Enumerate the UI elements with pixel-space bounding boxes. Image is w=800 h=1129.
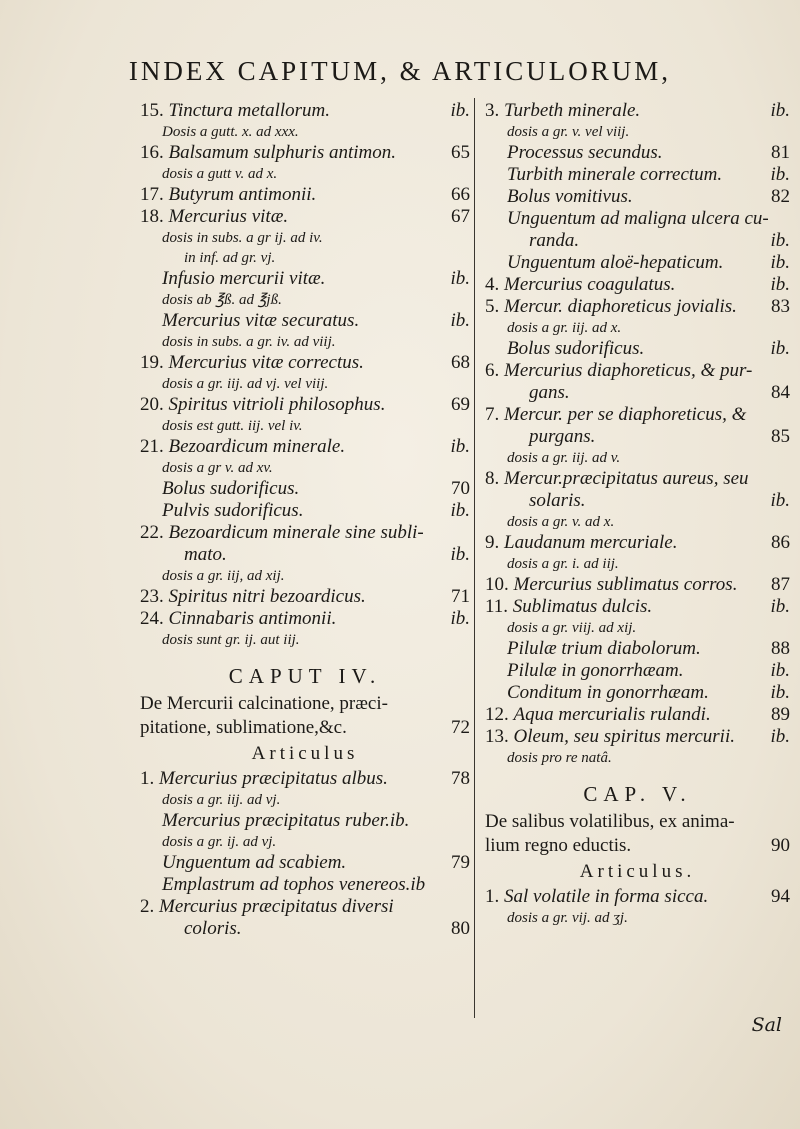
chapter-description (485, 834, 790, 858)
chapter-description (140, 716, 470, 740)
entry-number: 19. (140, 352, 169, 373)
page-number: 72 (451, 717, 470, 738)
dose-line (140, 458, 470, 478)
dose-line (485, 908, 790, 928)
dose-line (485, 512, 790, 532)
entry-text: dosis a gr. i. ad iij. (507, 556, 619, 572)
entry-text: Mercurius præcipitatus diversi (159, 896, 394, 917)
entry-number: 22. (140, 522, 169, 543)
entry-text: Unguentum ad scabiem. (162, 852, 347, 873)
index-entry (140, 874, 470, 896)
index-entry (140, 206, 470, 228)
entry-text: Pulvis sudorificus. (162, 500, 304, 521)
entry-text: mato. (184, 544, 227, 565)
index-entry (140, 352, 470, 374)
index-entry (140, 394, 470, 416)
page-header: INDEX CAPITUM, & ARTICULORUM, (128, 56, 672, 86)
entry-text: Mercurius vitæ. (168, 206, 289, 227)
index-entry (485, 682, 790, 704)
index-entry (485, 426, 790, 448)
page-number: ib. (450, 310, 470, 331)
entry-number: 11. (485, 596, 513, 617)
dose-line (140, 290, 470, 310)
index-entry (485, 726, 790, 748)
page-number: ib. (770, 230, 790, 251)
page-number: ib. (770, 596, 790, 617)
page-number: 79 (451, 852, 470, 873)
entry-text: Infusio mercurii vitæ. (162, 268, 326, 289)
index-entry (485, 468, 790, 490)
entry-text: dosis sunt gr. ij. aut iij. (162, 632, 300, 648)
entry-number: 5. (485, 296, 504, 317)
dose-line (485, 554, 790, 574)
entry-text: Unguentum ad maligna ulcera cu- (507, 208, 769, 229)
chapter-description (485, 810, 790, 834)
entry-text: Mercurius vitæ securatus. (162, 310, 360, 331)
entry-text: Unguentum aloë-hepaticum. (507, 252, 724, 273)
index-entry (140, 608, 470, 630)
page-number: 88 (771, 638, 790, 659)
page-number: 84 (771, 382, 790, 403)
entry-text: Mercurius vitæ correctus. (168, 352, 364, 373)
entry-text: pitatione, sublimatione,&c. (140, 717, 347, 738)
entry-text: De Mercurii calcinatione, præci- (140, 693, 388, 714)
index-entry (485, 252, 790, 274)
entry-text: dosis in subs. a gr ij. ad iv. (162, 230, 323, 246)
entry-number: 3. (485, 100, 504, 121)
entry-number: 21. (140, 436, 169, 457)
index-entry (140, 544, 470, 566)
dose-line (140, 630, 470, 650)
page-number: 68 (451, 352, 470, 373)
index-entry (140, 768, 470, 790)
entry-number: 10. (485, 574, 514, 595)
page-number: ib. (770, 164, 790, 185)
page-number: ib. (770, 252, 790, 273)
page-number: 81 (771, 142, 790, 163)
dose-line (485, 448, 790, 468)
page-number: 90 (771, 835, 790, 856)
entry-number: 16. (140, 142, 169, 163)
page-number: 82 (771, 186, 790, 207)
dose-line (140, 832, 470, 852)
page-number: ib. (450, 100, 470, 121)
page-number: ib. (450, 436, 470, 457)
entry-number: 4. (485, 274, 504, 295)
catchword: Sal (751, 1014, 782, 1036)
dose-line (140, 416, 470, 436)
index-entry (485, 704, 790, 726)
dose-line (485, 318, 790, 338)
entry-number: 12. (485, 704, 514, 725)
index-entry (485, 142, 790, 164)
page-number: 65 (451, 142, 470, 163)
index-entry (485, 186, 790, 208)
entry-text: purgans. (529, 426, 596, 447)
dose-line (140, 790, 470, 810)
entry-text: Emplastrum ad tophos venereos.ib (162, 874, 426, 895)
page-number: ib. (450, 268, 470, 289)
page-number: 87 (771, 574, 790, 595)
page-number: ib. (770, 660, 790, 681)
articulus-heading (140, 740, 470, 768)
entry-text: dosis a gr. iij, ad xij. (162, 568, 285, 584)
index-entry (140, 896, 470, 918)
entry-text: Spiritus nitri bezoardicus. (168, 586, 366, 607)
entry-text: dosis a gr. iij. ad vj. vel viij. (162, 376, 329, 392)
entry-number: 13. (485, 726, 514, 747)
entry-text: dosis a gr. ij. ad vj. (162, 834, 277, 850)
entry-text: Mercurius præcipitatus albus. (159, 768, 388, 789)
dose-line (485, 618, 790, 638)
page-number: ib. (770, 274, 790, 295)
page-number: 69 (451, 394, 470, 415)
index-entry (485, 338, 790, 360)
entry-number: 20. (140, 394, 169, 415)
index-entry (485, 660, 790, 682)
page-number: ib. (770, 726, 790, 747)
entry-text: Butyrum antimonii. (168, 184, 317, 205)
entry-number: 23. (140, 586, 169, 607)
entry-text: Articulus. (579, 861, 696, 882)
index-entry (140, 142, 470, 164)
index-entry (140, 100, 470, 122)
dose-line (140, 122, 470, 142)
entry-text: lium regno eductis. (485, 835, 632, 856)
page-number: 67 (451, 206, 470, 227)
entry-text: Bolus vomitivus. (507, 186, 633, 207)
index-entry (140, 918, 470, 940)
chapter-description (140, 692, 470, 716)
entry-text: Dosis a gutt. x. ad xxx. (162, 124, 299, 140)
chapter-heading (140, 660, 470, 692)
entry-text: Mercurius præcipitatus ruber.ib. (162, 810, 410, 831)
entry-number: 1. (485, 886, 504, 907)
index-entry (485, 208, 790, 230)
entry-text: Bezoardicum minerale sine subli- (168, 522, 424, 543)
entry-text: Mercur. diaphoreticus jovialis. (504, 296, 737, 317)
page-number: ib. (450, 544, 470, 565)
index-entry (485, 164, 790, 186)
index-entry (140, 268, 470, 290)
dose-line (140, 374, 470, 394)
entry-number: 18. (140, 206, 169, 227)
entry-text: Laudanum mercuriale. (504, 532, 678, 553)
entry-text: dosis a gr. iij. ad v. (507, 450, 621, 466)
entry-text: dosis pro re natâ. (507, 750, 612, 766)
index-entry (140, 522, 470, 544)
entry-text: Bolus sudorificus. (507, 338, 645, 359)
page-number: ib. (770, 338, 790, 359)
entry-text: dosis a gr. vij. ad ʒj. (507, 910, 628, 926)
page-number: 70 (451, 478, 470, 499)
entry-text: dosis a gr. v. ad x. (507, 514, 615, 530)
entry-number: 9. (485, 532, 504, 553)
entry-text: Bolus sudorificus. (162, 478, 300, 499)
dose-line (140, 332, 470, 352)
page-number: 80 (451, 918, 470, 939)
entry-text: dosis est gutt. iij. vel iv. (162, 418, 303, 434)
entry-text: Mercur. per se diaphoreticus, & (504, 404, 747, 425)
entry-number: 6. (485, 360, 504, 381)
index-entry (485, 490, 790, 512)
page-number: 94 (771, 886, 790, 907)
page-number: ib. (770, 490, 790, 511)
index-entry (485, 596, 790, 618)
page-number: 66 (451, 184, 470, 205)
entry-text: randa. (529, 230, 580, 251)
index-entry (140, 436, 470, 458)
index-entry (485, 382, 790, 404)
entry-text: dosis a gutt v. ad x. (162, 166, 278, 182)
entry-text: Tinctura metallorum. (168, 100, 331, 121)
index-entry (485, 360, 790, 382)
dose-line (485, 122, 790, 142)
index-entry (140, 586, 470, 608)
entry-text: Pilulæ in gonorrhæam. (507, 660, 684, 681)
index-entry (485, 886, 790, 908)
entry-text: Cinnabaris antimonii. (168, 608, 337, 629)
entry-text: dosis a gr v. ad xv. (162, 460, 273, 476)
entry-number: 15. (140, 100, 169, 121)
right-column (485, 100, 790, 928)
entry-text: Mercur.præcipitatus aureus, seu (504, 468, 749, 489)
index-entry (485, 404, 790, 426)
entry-number: 2. (140, 896, 159, 917)
page-number: 85 (771, 426, 790, 447)
dose-line (140, 248, 470, 268)
entry-text: Conditum in gonorrhæam. (507, 682, 709, 703)
page-number: ib. (450, 608, 470, 629)
entry-number: 1. (140, 768, 159, 789)
entry-number: 8. (485, 468, 504, 489)
entry-text: CAPUT IV. (228, 664, 382, 688)
index-entry (485, 532, 790, 554)
entry-text: De salibus volatilibus, ex anima- (485, 811, 735, 832)
entry-text: dosis a gr. viij. ad xij. (507, 620, 637, 636)
entry-text: solaris. (529, 490, 586, 511)
entry-text: Sublimatus dulcis. (512, 596, 653, 617)
index-entry (140, 500, 470, 522)
chapter-heading (485, 778, 790, 810)
entry-text: dosis a gr. iij. ad vj. (162, 792, 281, 808)
entry-text: gans. (529, 382, 570, 403)
dose-line (140, 164, 470, 184)
entry-text: Mercurius sublimatus corros. (513, 574, 738, 595)
entry-text: Bezoardicum minerale. (168, 436, 346, 457)
page-number: 78 (451, 768, 470, 789)
index-entry (485, 638, 790, 660)
index-entry (485, 100, 790, 122)
dose-line (140, 228, 470, 248)
dose-line (140, 566, 470, 586)
index-entry (140, 310, 470, 332)
entry-text: Aqua mercurialis rulandi. (513, 704, 711, 725)
index-entry (485, 574, 790, 596)
entry-number: 17. (140, 184, 169, 205)
entry-text: dosis ab ℥ß. ad ℥jß. (162, 292, 282, 308)
index-entry (140, 478, 470, 500)
entry-text: Sal volatile in forma sicca. (504, 886, 709, 907)
page-number: 83 (771, 296, 790, 317)
index-entry (140, 810, 470, 832)
entry-text: Processus secundus. (507, 142, 663, 163)
page-number: ib. (770, 100, 790, 121)
index-entry (140, 184, 470, 206)
entry-text: CAP. V. (583, 782, 692, 806)
entry-text: in inf. ad gr. vj. (184, 250, 276, 266)
entry-text: dosis in subs. a gr. iv. ad viij. (162, 334, 336, 350)
entry-number: 7. (485, 404, 504, 425)
entry-text: Oleum, seu spiritus mercurii. (513, 726, 735, 747)
page-number: ib. (450, 500, 470, 521)
entry-number: 24. (140, 608, 169, 629)
page-number: 86 (771, 532, 790, 553)
index-entry (140, 852, 470, 874)
dose-line (485, 748, 790, 768)
entry-text: Turbeth minerale. (504, 100, 641, 121)
page-number: 89 (771, 704, 790, 725)
page-number: ib. (770, 682, 790, 703)
entry-text: Balsamum sulphuris antimon. (168, 142, 396, 163)
articulus-heading (485, 858, 790, 886)
entry-text: Articulus (251, 743, 359, 764)
left-column (140, 100, 470, 940)
entry-text: dosis a gr. v. vel viij. (507, 124, 630, 140)
page-number: 71 (451, 586, 470, 607)
entry-text: Pilulæ trium diabolorum. (507, 638, 701, 659)
entry-text: Spiritus vitrioli philosophus. (168, 394, 386, 415)
entry-text: Mercurius coagulatus. (504, 274, 676, 295)
entry-text: dosis a gr. iij. ad x. (507, 320, 622, 336)
entry-text: Mercurius diaphoreticus, & pur- (504, 360, 753, 381)
entry-text: coloris. (184, 918, 242, 939)
index-entry (485, 296, 790, 318)
entry-text: Turbith minerale correctum. (507, 164, 723, 185)
index-entry (485, 274, 790, 296)
index-entry (485, 230, 790, 252)
column-divider (474, 98, 475, 1018)
